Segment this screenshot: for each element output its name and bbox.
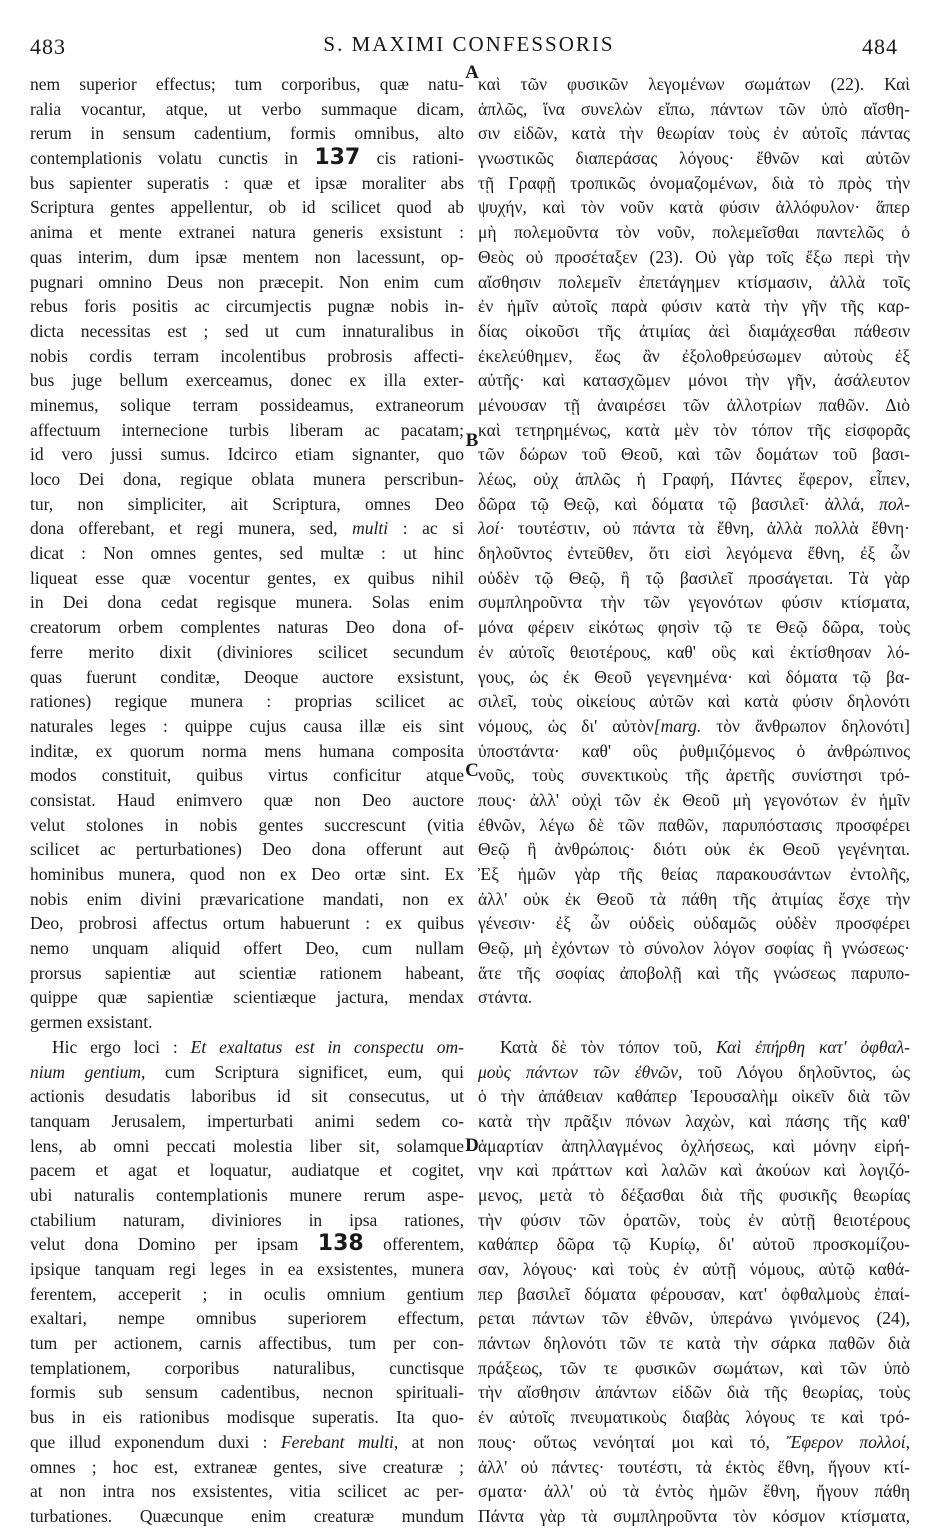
- text-line: αἴσθησιν πολεμεῖν ἐπετάγημεν κτίσμασιν, ἀλλὰ τοῖς: [478, 271, 910, 292]
- text-line: οὐδὲν τῷ Θεῷ, ἢ τῷ βασιλεῖ προσάγεται. Τὰ γὰρ: [478, 567, 910, 588]
- text-line: Θεὸς οὐ προσέταξεν (23). Οὐ γὰρ τοῖς ἔξω περὶ τὴν: [478, 246, 910, 267]
- page-number-right: 484: [862, 34, 898, 59]
- text-line: dona offerebant, et regi munera, sed, multi : ac si: [30, 518, 464, 539]
- text-line: ἁπλῶς, ἵνα συνελὼν εἴπω, πάντων τῶν ὑπὸ αἴσθη-: [478, 98, 910, 119]
- text-line: γένεσιν· ἐξ ὧν οὐδεὶς οὐδαμῶς οὐδὲν προσφέρει: [478, 913, 910, 934]
- text-line: ἀλλ' οὐκ ἐκ Θεοῦ τὰ πάθη τῆς ἀτιμίας ἔσχε τὴν: [478, 888, 910, 909]
- text-line: tanquam Jerusalem, imperturbati animi sedem co-: [30, 1110, 464, 1131]
- text-line: tum per actionem, carnis affectibus, tum per con-: [30, 1333, 464, 1354]
- text-line: anima et mente extranei natura generis exsistunt :: [30, 222, 464, 243]
- text-line: δηλοῦντος ἐντεῦθεν, ὅτι εἰσὶ λεγόμενα ἔθνη, ἐξ ὧν: [478, 543, 910, 564]
- text-line: liqueat esse quæ vocentur gentes, ex quibus nihil: [30, 567, 464, 588]
- text-line: Scriptura gentes appellentur, ob id scilicet quod ab: [30, 197, 464, 218]
- page-header: [0, 28, 938, 58]
- text-line: nobis cordis terram incolentibus probrosis affecti-: [30, 345, 464, 366]
- text-line: λέως, οὐχ ἁπλῶς ἡ Γραφή, Πάντες ἔφερον, εἶπεν,: [478, 469, 910, 489]
- text-line: inditæ, ex quorum norma mens humana composita: [30, 740, 464, 761]
- text-line: ctabilium naturam, diviniores in ipsa rationes,: [30, 1209, 464, 1230]
- text-line: καὶ τῶν φυσικῶν λεγομένων σωμάτων (22). Καὶ: [478, 74, 910, 94]
- text-line: formis sub sensum cadentibus, necnon spirituali-: [30, 1382, 464, 1403]
- text-line: lens, ab omni peccati molestia liber sit, solamque: [30, 1135, 464, 1156]
- text-line: in Dei dona cedat regisque munera. Solas enim: [30, 592, 464, 613]
- text-line: id vero jussi sumus. Idcirco etiam signanter, quo: [30, 444, 464, 465]
- text-line: ferre merito dixit (diviniores scilicet secundum: [30, 641, 464, 662]
- text-line: creatorum orbem complentes naturas Deo dona of-: [30, 617, 464, 638]
- text-line: τῶν δώρων τοῦ Θεοῦ, καὶ τῶν δομάτων τοῦ βασι-: [478, 444, 910, 465]
- column-number: 137: [314, 146, 361, 171]
- text-line: Ἐξ ἡμῶν γὰρ τῆς θείας παρακουσάντων ἐντολῆς,: [478, 864, 910, 884]
- text-line: τῇ Γραφῇ τροπικῶς ὀνομαζομένων, διὰ τὸ πρὸς τὴν: [478, 172, 910, 193]
- text-line: ἐν αὐτοῖς θειοτέρους, καθ' οὓς καὶ ἐκτίσθησαν λό-: [478, 641, 910, 662]
- text-line: μοὺς πάντων τῶν ἐθνῶν, τοῦ Λόγου δηλοῦντος, ὡς: [478, 1061, 910, 1082]
- text-line: ἐν ἡμῖν αὐτοῖς παρὰ φύσιν κατὰ τὴν γῆν τῆς καρ-: [478, 296, 910, 317]
- text-line: Κατὰ δὲ τὸν τόπον τοῦ, Καὶ ἐπήρθη κατ' ὀφθαλ-: [500, 1036, 910, 1057]
- text-line: quas fuerunt conditæ, Deoque auctore exsistunt,: [30, 666, 464, 687]
- margin-letter-b: B: [465, 430, 479, 451]
- text-line: prorsus sapientiæ aut scientiæ rationem habeant,: [30, 962, 464, 983]
- text-line: νοῦς, τοὺς συνεκτικοὺς τῆς ἀρετῆς συνίστησι τρό-: [478, 765, 910, 786]
- margin-letter-d: D: [465, 1135, 479, 1156]
- text-line: ἐθνῶν, λέγω δὲ τῶν παθῶν, παρυπόστασις προσφέρει: [478, 814, 910, 835]
- text-line: ἅτε τῆς σοφίας ἀποβολῇ καὶ τῆς γνώσεως παρυπο-: [478, 962, 910, 983]
- text-line: αὐτῆς· καὶ κατασχῶμεν μόνοι τὴν γῆν, ἀσάλευτον: [478, 370, 910, 391]
- text-line: καὶ τετηρημένως, κατὰ μὲν τὸν τόπον τῆς εἰσφορᾶς: [478, 419, 910, 440]
- text-line: στάντα.: [478, 987, 533, 1008]
- text-line: rationes) regique munera : proprias scilicet ac: [30, 691, 464, 712]
- text-line: περ βασιλεῖ δόματα φέρουσαν, κατ' ὀφθαλμοὺς ἐπαί-: [478, 1283, 910, 1304]
- margin-letter-c: C: [465, 760, 479, 781]
- text-line: dicta necessitas est ; sed ut cum innaturalibus in: [30, 320, 464, 341]
- text-line: hominibus munera, quod non ex Deo ortæ sint. Ex: [30, 864, 464, 884]
- text-line: σιλεῖ, τοὺς οἰκείους αὐτῶν καὶ κατὰ φύσιν δηλονότι: [478, 691, 910, 712]
- text-line: omnes ; hoc est, extraneæ gentes, sive creaturæ ;: [30, 1456, 464, 1477]
- greek-column: [478, 72, 910, 1529]
- text-line: ralia vocantur, atque, ut verbo summaque dicam,: [30, 98, 464, 119]
- page-number-left: 483: [30, 34, 66, 59]
- text-line: Θεῷ, μὴ ἐχόντων τὸ σύνολον λόγον σοφίας ἢ γνώσεως·: [478, 938, 910, 959]
- text-line: bus juge bellum exerceamus, donec ex illa exter-: [30, 370, 464, 391]
- text-line: nium gentium, cum Scriptura significet, eum, qui: [30, 1061, 464, 1082]
- text-line: γνωστικῶς διαπεράσας λόγους· ἔθνῶν καὶ αὐτῶν: [478, 148, 910, 169]
- text-line: minemus, solique terram possideamus, extraneorum: [30, 394, 464, 415]
- text-line: Θεῷ ἢ ἀνθρώποις· διότι οὐκ ἐκ Θεοῦ γεγένηται.: [478, 839, 910, 860]
- text-line: actionis desudatis laboribus id sit consecutus, ut: [30, 1086, 464, 1107]
- text-line: καθάπερ δῶρα τῷ Κυρίῳ, δι' αὐτοῦ προσκομίζου-: [478, 1234, 910, 1255]
- text-line: τὴν φύσιν τῶν ὁρατῶν, τοὺς ἐν αὐτῇ θειοτέρους: [478, 1209, 910, 1230]
- text-line: ubi naturalis contemplationis munere rerum aspe-: [30, 1184, 464, 1205]
- text-line: tur, non simpliciter, ait Scriptura, omnes Deo: [30, 493, 464, 514]
- text-line: contemplationis volatu cunctis in 137 cis rationi-: [30, 146, 464, 171]
- text-line: δίας οἰκοῦσι τῆς ἀτιμίας ἀεὶ διαμάχεσθαι πάθεσιν: [478, 320, 910, 341]
- text-line: loco Dei dona, regique oblata munera perscribun-: [30, 469, 464, 489]
- text-line: Deo, probrosi affectus ortum habuerunt : ex quibus: [30, 913, 464, 934]
- text-line: πάντων δηλονότι τῶν τε κατὰ τὴν σάρκα παθῶν διὰ: [478, 1333, 910, 1354]
- text-line: templationem, corporibus naturalibus, cunctisque: [30, 1357, 464, 1378]
- text-line: κατὰ τὴν πρᾶξιν πόνων λαχὼν, καὶ πάσης τῆς καθ': [478, 1110, 910, 1131]
- text-line: ἀλλ' οὐ πάντες· τουτέστι, τὰ ἐκτὸς ἔθνη, ἤγουν κτί-: [478, 1456, 910, 1477]
- text-line: σαν, λόγους· καὶ τοὺς ἐν αὐτῇ νόμους, αὐτῷ καθά-: [478, 1259, 910, 1279]
- text-line: nobis enim divini prævaricatione mandati, non ex: [30, 888, 464, 909]
- column-number: 138: [317, 1232, 364, 1257]
- text-line: πράξεως, τῶν τε φυσικῶν σωμάτων, καὶ τῶν ὑπὸ: [478, 1357, 910, 1378]
- text-line: exaltari, nempe omnibus superiorem effectum,: [30, 1308, 464, 1329]
- running-title: S. MAXIMI CONFESSORIS: [323, 32, 615, 56]
- text-line: germen exsistant.: [30, 1012, 153, 1033]
- text-line: γους, ὡς ἐκ Θεοῦ γεγενημένα· καὶ δόματα τῷ βα-: [478, 666, 910, 687]
- text-line: ἐκελεύθημεν, ἕως ἂν ἐξολοθρεύσωμεν αὐτοὺς ἐξ: [478, 345, 910, 366]
- text-line: νην καὶ πράττων καὶ λαλῶν καὶ ἀκούων καὶ λογιζό-: [478, 1160, 910, 1181]
- text-line: μένουσαν τῇ ἀναιρέσει τῶν ἀλλοτρίων παθῶν. Διὸ: [478, 394, 910, 415]
- text-line: ὁ τὴν ἀπάθειαν καθάπερ Ἱερουσαλὴμ οἰκεῖν διὰ τῶν: [478, 1086, 910, 1107]
- text-line: dicat : Non omnes gentes, sed multæ : ut hinc: [30, 543, 464, 564]
- text-line: at non intra nos exsistentes, vitia scilicet ac per-: [30, 1481, 464, 1502]
- text-line: bus in eis rationibus modisque superatis. Ita quo-: [30, 1407, 464, 1428]
- text-line: πους· οὕτως νενόηταί μοι καὶ τό, Ἔφερον πολλοί,: [478, 1431, 910, 1452]
- text-line: pugnari omnino Deus non præcepit. Non enim cum: [30, 271, 464, 292]
- paragraph-gap: [478, 1010, 910, 1035]
- text-line: que illud exponendum duxi : Ferebant multi, at non: [30, 1431, 464, 1452]
- margin-letter-a: A: [465, 62, 479, 83]
- text-line: nem superior effectus; tum corporibus, quæ natu-: [30, 74, 464, 94]
- text-line: consistat. Haud enimvero quæ non Deo auctore: [30, 789, 464, 810]
- text-line: ὑποστάντα· καθ' οὓς ῥυθμιζόμενος ὁ ἀνθρώπινος: [478, 740, 910, 761]
- text-line: velut stolones in nobis gentes succrescunt (vitia: [30, 814, 464, 835]
- text-line: affectuum internecione turbis liberam ac pacatam;: [30, 419, 464, 440]
- text-line: μὴ πολεμοῦντα τὸν νοῦν, πολεμεῖσθαι παντελῶς ὁ: [478, 222, 910, 243]
- text-line: rerum in sensum cadentium, formis omnibus, alto: [30, 123, 464, 144]
- text-line: ἁμαρτίαν ἀπηλλαγμένος ὀχλήσεως, καὶ μόνην εἰρή-: [478, 1135, 910, 1156]
- latin-column: [30, 72, 464, 1529]
- text-line: rebus foris positis ac circumjectis pugnæ nobis in-: [30, 296, 464, 317]
- text-line: δῶρα τῷ Θεῷ, καὶ δόματα τῷ βασιλεῖ· ἀλλά, πολ-: [478, 493, 910, 514]
- text-line: nemo unquam aliquid offert Deo, cum nullam: [30, 938, 464, 959]
- text-line: Hic ergo loci : Et exaltatus est in conspectu om-: [52, 1036, 464, 1057]
- text-line: quippe quæ sapientiæ scientiæque jactura, mendax: [30, 987, 464, 1008]
- text-line: μενος, μετὰ τὸ δέξασθαι διὰ τῆς φυσικῆς θεωρίας: [478, 1184, 910, 1205]
- text-line: scilicet ac perturbationes) Deo dona offerunt aut: [30, 839, 464, 860]
- text-line: modos constituit, quibus virtus conficitur atque: [30, 765, 464, 786]
- text-line: bus sapienter superatis : quæ et ipsæ moraliter abs: [30, 172, 464, 193]
- text-line: ferentem, acceperit ; in oculis omnium gentium: [30, 1283, 464, 1304]
- text-line: σματα· ἀλλ' οὐ τὰ ἐντὸς ἡμῶν ἔθνη, ἤγουν πάθη: [478, 1481, 910, 1502]
- text-line: τὴν αἴσθησιν ἁπάντων εἰδῶν διὰ τῆς θεωρίας, τοὺς: [478, 1382, 910, 1403]
- text-line: pacem et agat et loquatur, audiatque et cogitet,: [30, 1160, 464, 1181]
- text-line: Πάντα γὰρ τὰ συμπληροῦντα τὸν κόσμον κτίσματα,: [478, 1505, 910, 1526]
- text-line: λοί· τουτέστιν, οὐ πάντα τὰ ἔθνη, ἀλλὰ πολλὰ ἔθνη·: [478, 518, 910, 539]
- text-line: turbationes. Quæcunque enim creaturæ mundum: [30, 1505, 464, 1526]
- text-line: ρεται πάντων τῶν ἐθνῶν, ὑπεράνω γινόμενος (24),: [478, 1308, 910, 1329]
- text-line: σιν εἰδῶν, κατὰ τὴν θεωρίαν τοὺς ἐν αὐτοῖς πάντας: [478, 123, 910, 144]
- text-line: naturales leges : quippe cujus causa illæ eis sint: [30, 715, 464, 736]
- text-line: velut dona Domino per ipsam 138 offerentem,: [30, 1232, 464, 1257]
- text-line: πους· ἀλλ' οὐχὶ τῶν ἐκ Θεοῦ μὴ γεγονότων ἐν ἡμῖν: [478, 789, 910, 810]
- text-line: νόμους, ὡς δι' αὐτὸν[marg. τὸν ἄνθρωπον δηλονότι]: [478, 715, 910, 736]
- text-line: quas interim, dum ipsæ mentem non lacessunt, op-: [30, 246, 464, 267]
- text-line: ψυχήν, καὶ τὸν νοῦν κατὰ φύσιν ἀλλόφυλον· ἅπερ: [478, 197, 910, 218]
- text-line: ἐν αὐτοῖς πνευματικοὺς διαβὰς λόγους τε καὶ τρό-: [478, 1407, 910, 1428]
- text-line: ipsique tanquam regi leges in ea exsistentes, munera: [30, 1259, 464, 1279]
- text-line: μόνα φέρειν εἰκότως φησὶν τῷ τε Θεῷ δῶρα, τοὺς: [478, 617, 910, 638]
- text-line: συμπληροῦντα τὴν τῶν γεγονότων φύσιν κτίσματα,: [478, 592, 910, 613]
